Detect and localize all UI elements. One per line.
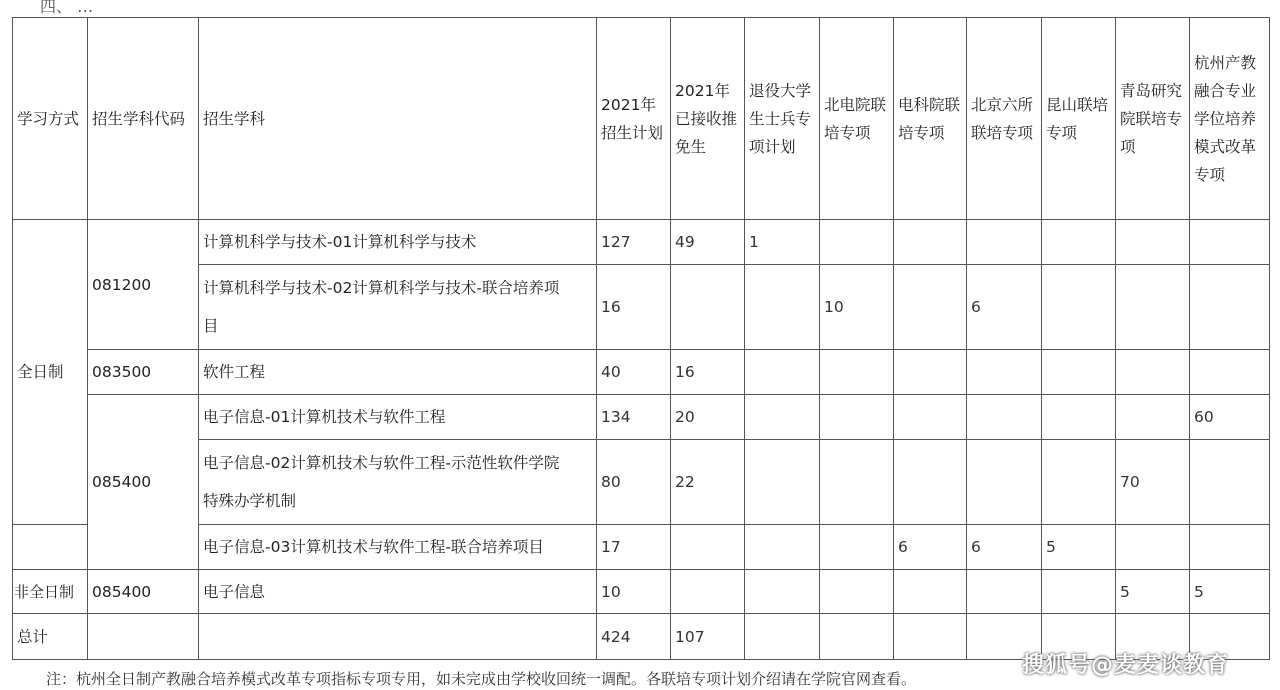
exempt-cell: 16 — [671, 350, 745, 395]
source-watermark: 搜狐号@麦麦谈教育 — [1022, 653, 1230, 678]
code-cell-empty — [88, 614, 199, 660]
empty-cell — [820, 570, 894, 614]
header-subject: 招生学科 — [199, 17, 597, 220]
hz-cell: 60 — [1190, 395, 1270, 440]
mode-fulltime-cont — [12, 525, 88, 570]
empty-cell — [745, 570, 820, 614]
empty-cell — [1042, 265, 1116, 350]
empty-cell — [1042, 220, 1116, 265]
subject-cell: 电子信息-02计算机技术与软件工程-示范性软件学院 特殊办学机制 — [199, 440, 597, 525]
empty-cell — [1116, 395, 1190, 440]
total-plan-cell: 424 — [597, 614, 671, 660]
mode-parttime: 非全日制 — [12, 570, 88, 614]
empty-cell — [1190, 525, 1270, 570]
subject-cell: 电子信息-01计算机技术与软件工程 — [199, 395, 597, 440]
empty-cell — [1116, 220, 1190, 265]
exempt-cell: 49 — [671, 220, 745, 265]
qd-cell: 5 — [1116, 570, 1190, 614]
empty-cell — [1042, 440, 1116, 525]
empty-cell — [1116, 350, 1190, 395]
plan-cell: 127 — [597, 220, 671, 265]
code-cell: 081200 — [88, 220, 199, 350]
empty-cell — [745, 395, 820, 440]
qd-cell: 70 — [1116, 440, 1190, 525]
empty-cell — [671, 525, 745, 570]
empty-cell — [820, 350, 894, 395]
plan-cell: 17 — [597, 525, 671, 570]
header-ks-joint: 昆山联培 专项 — [1042, 17, 1116, 220]
header-qd-joint: 青岛研究 院联培专 项 — [1116, 17, 1190, 220]
empty-cell — [967, 440, 1042, 525]
bdy-cell: 10 — [820, 265, 894, 350]
bj6-cell: 6 — [967, 525, 1042, 570]
empty-cell — [1190, 220, 1270, 265]
table-footnote: 注：杭州全日制产教融合培养模式改革专项指标专项专用，如未完成由学校收回统一调配。各联培专项计划介绍请在学院官网查看。 — [46, 670, 917, 688]
header-bdy-joint: 北电院联 培专项 — [820, 17, 894, 220]
empty-cell — [745, 525, 820, 570]
empty-cell — [1190, 265, 1270, 350]
empty-cell — [820, 525, 894, 570]
header-bj6-joint: 北京六所 联培专项 — [967, 17, 1042, 220]
empty-cell — [894, 265, 967, 350]
subject-cell: 电子信息 — [199, 570, 597, 614]
plan-cell: 80 — [597, 440, 671, 525]
empty-cell — [1042, 350, 1116, 395]
subject-cell: 电子信息-03计算机技术与软件工程-联合培养项目 — [199, 525, 597, 570]
empty-cell — [1042, 395, 1116, 440]
empty-cell — [199, 614, 597, 660]
subject-cell: 计算机科学与技术-01计算机科学与技术 — [199, 220, 597, 265]
empty-cell — [967, 570, 1042, 614]
plan-cell: 10 — [597, 570, 671, 614]
plan-cell: 16 — [597, 265, 671, 350]
empty-cell — [745, 350, 820, 395]
empty-cell — [967, 350, 1042, 395]
code-cell: 085400 — [88, 395, 199, 570]
header-exempt-2021: 2021年 已接收推 免生 — [671, 17, 745, 220]
mode-fulltime: 全日制 — [12, 220, 88, 525]
header-plan-2021: 2021年 招生计划 — [597, 17, 671, 220]
empty-cell — [967, 395, 1042, 440]
empty-cell — [894, 440, 967, 525]
empty-cell — [1116, 525, 1190, 570]
exempt-cell: 20 — [671, 395, 745, 440]
empty-cell — [745, 265, 820, 350]
subject-cell: 软件工程 — [199, 350, 597, 395]
code-cell: 085400 — [88, 570, 199, 614]
subject-cell: 计算机科学与技术-02计算机科学与技术-联合培养项 目 — [199, 265, 597, 350]
empty-cell — [820, 440, 894, 525]
dky-cell: 6 — [894, 525, 967, 570]
empty-cell — [745, 440, 820, 525]
empty-cell — [894, 220, 967, 265]
section-heading-fragment: 四、 … — [40, 0, 94, 16]
header-hz-reform: 杭州产教 融合专业 学位培养 模式改革 专项 — [1190, 17, 1270, 220]
total-label: 总计 — [12, 614, 88, 660]
total-exempt-cell: 107 — [671, 614, 745, 660]
ks-cell: 5 — [1042, 525, 1116, 570]
hz-cell: 5 — [1190, 570, 1270, 614]
empty-cell — [820, 614, 894, 660]
empty-cell — [671, 570, 745, 614]
empty-cell — [745, 614, 820, 660]
empty-cell — [671, 265, 745, 350]
plan-cell: 40 — [597, 350, 671, 395]
empty-cell — [1116, 265, 1190, 350]
empty-cell — [820, 395, 894, 440]
code-cell: 083500 — [88, 350, 199, 395]
header-dky-joint: 电科院联 培专项 — [894, 17, 967, 220]
bj6-cell: 6 — [967, 265, 1042, 350]
empty-cell — [894, 570, 967, 614]
empty-cell — [820, 220, 894, 265]
header-veteran-plan: 退役大学 生士兵专 项计划 — [745, 17, 820, 220]
empty-cell — [1042, 570, 1116, 614]
plan-cell: 134 — [597, 395, 671, 440]
empty-cell — [894, 395, 967, 440]
header-study-mode: 学习方式 — [12, 17, 88, 220]
empty-cell — [894, 350, 967, 395]
empty-cell — [1190, 440, 1270, 525]
header-subject-code: 招生学科代码 — [88, 17, 199, 220]
veteran-cell: 1 — [745, 220, 820, 265]
empty-cell — [894, 614, 967, 660]
empty-cell — [967, 220, 1042, 265]
exempt-cell: 22 — [671, 440, 745, 525]
enrollment-plan-table — [12, 17, 1270, 660]
empty-cell — [1190, 350, 1270, 395]
